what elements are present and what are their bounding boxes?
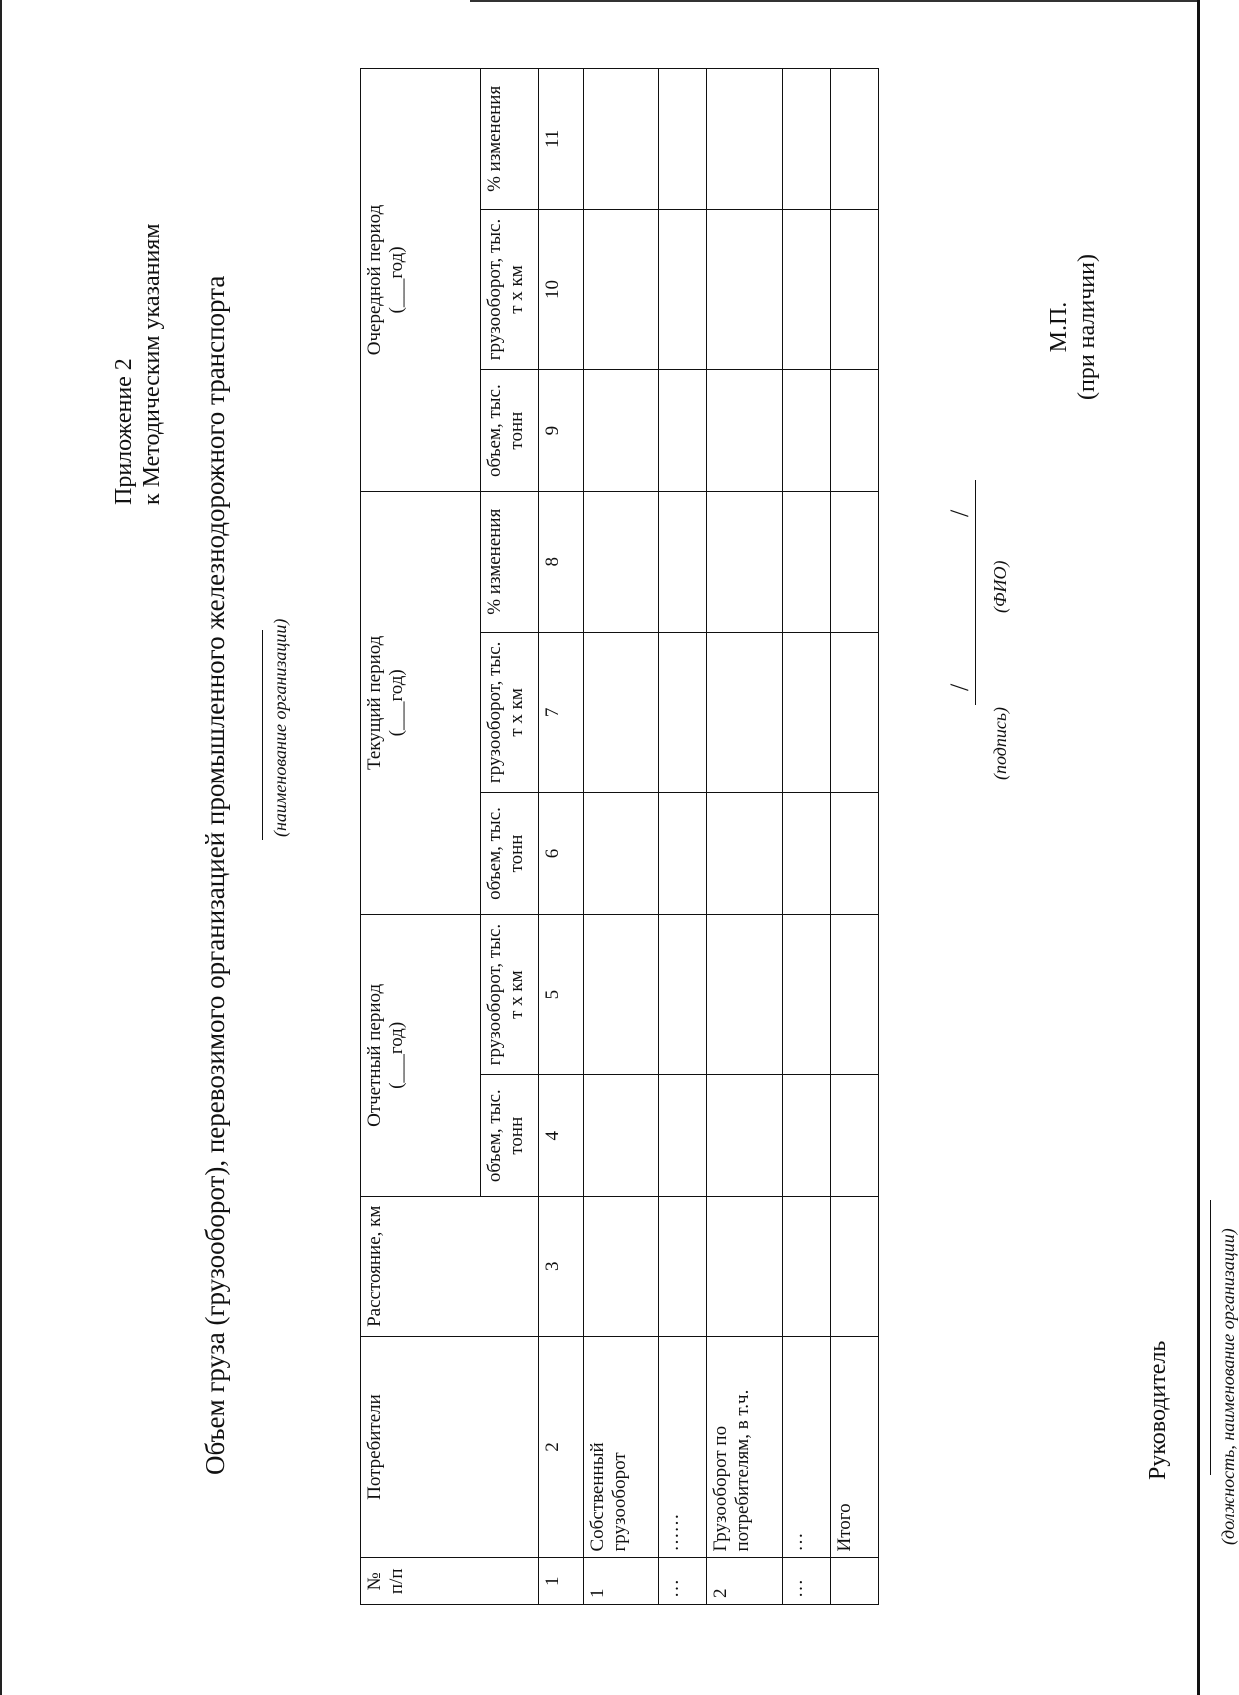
row-num: 2 [707,1558,783,1605]
organization-name-caption: (наименование организации) [270,618,290,837]
column-number: 11 [539,69,584,210]
row-consumer: Грузооборот по потребителям, в т.ч. [707,1336,783,1558]
empty-cell [831,1075,879,1197]
header-consumers: Потребители [361,1336,539,1558]
header-distance: Расстояние, км [361,1196,539,1336]
empty-cell [659,370,707,492]
current-period-label: Текущий период [364,635,385,771]
column-number: 1 [539,1558,584,1605]
header-volume-reporting: объем, тыс. тонн [481,1075,539,1197]
empty-cell [584,370,659,492]
appendix-note [110,223,166,505]
empty-cell [659,69,707,210]
column-number: 2 [539,1336,584,1558]
empty-cell [659,209,707,370]
empty-cell [783,1075,831,1197]
table-row [783,69,831,1605]
header-current-period [361,491,481,914]
empty-cell [831,914,879,1075]
empty-cell [707,1196,783,1336]
empty-cell [659,632,707,793]
signature-caption: (подпись) [990,706,1010,780]
header-turnover-reporting: грузооборот, тыс. т х км [481,914,539,1075]
stamp-label: М.П. [1046,301,1072,353]
column-number: 4 [539,1075,584,1197]
empty-cell [783,632,831,793]
next-period-label: Очередной период [364,204,385,356]
empty-cell [831,69,879,210]
header-turnover-current: грузооборот, тыс. т х км [481,632,539,793]
row-num: … [783,1558,831,1605]
reporting-period-label: Отчетный период [364,983,385,1127]
empty-cell [831,491,879,632]
table-row [584,69,659,1605]
table-row [707,69,783,1605]
header-next-period [361,69,481,492]
signature-slash-2: / [945,509,974,517]
empty-cell [831,793,879,915]
fio-line [975,515,976,670]
table-row [659,69,707,1605]
column-number: 3 [539,1196,584,1336]
row-consumer: Собственный грузооборот [584,1336,659,1558]
header-volume-current: объем, тыс. тонн [481,793,539,915]
appendix-line-1: Приложение 2 [111,358,137,505]
empty-cell [783,1196,831,1336]
header-turnover-next: грузооборот, тыс. т х км [481,209,539,370]
header-reporting-period [361,914,481,1196]
table-row [831,69,879,1605]
position-line [1210,1200,1211,1475]
row-num [831,1558,879,1605]
next-period-year: (___год) [386,246,407,314]
empty-cell [783,370,831,492]
column-number: 6 [539,793,584,915]
row-num: … [659,1558,707,1605]
column-number: 9 [539,370,584,492]
empty-cell [831,1196,879,1336]
empty-cell [831,370,879,492]
empty-cell [783,914,831,1075]
header-percent-current: % изменения [481,491,539,632]
empty-cell [783,491,831,632]
column-number: 10 [539,209,584,370]
current-period-year: (___год) [386,669,407,737]
header-volume-next: объем, тыс. тонн [481,370,539,492]
header-num: № п/п [361,1558,539,1605]
empty-cell [707,370,783,492]
row-consumer: … [783,1336,831,1558]
empty-cell [707,793,783,915]
empty-cell [584,1196,659,1336]
stamp-place [1045,254,1101,400]
empty-cell [584,69,659,210]
organization-name-line [262,630,263,840]
head-label: Руководитель [1145,1340,1171,1480]
empty-cell [707,632,783,793]
empty-cell [783,69,831,210]
empty-cell [659,793,707,915]
column-number-row [539,69,584,1605]
empty-cell [584,793,659,915]
row-consumer: Итого [831,1336,879,1558]
empty-cell [831,209,879,370]
row-consumer: …… [659,1336,707,1558]
empty-cell [584,914,659,1075]
empty-cell [659,914,707,1075]
empty-cell [659,1075,707,1197]
signature-slash-1: / [945,683,974,691]
header-percent-next: % изменения [481,69,539,210]
empty-cell [783,209,831,370]
empty-cell [584,1075,659,1197]
empty-cell [707,914,783,1075]
column-number: 7 [539,632,584,793]
empty-cell [584,491,659,632]
empty-cell [707,1075,783,1197]
row-num: 1 [584,1558,659,1605]
stamp-note: (при наличии) [1074,254,1100,400]
column-number: 5 [539,914,584,1075]
reporting-period-year: (___год) [386,1021,407,1089]
column-number: 8 [539,491,584,632]
empty-cell [831,632,879,793]
cargo-volume-table [360,68,879,1605]
empty-cell [707,209,783,370]
fio-caption: (ФИО) [990,560,1010,613]
document-title: Объем груза (грузооборот), перевозимого организацией промышленного железнодорожного транспорта [200,275,230,1475]
appendix-line-2: к Методическим указаниям [139,223,165,505]
position-caption: (должность, наименование организации) [1218,1228,1238,1545]
empty-cell [659,1196,707,1336]
empty-cell [659,491,707,632]
empty-cell [584,209,659,370]
empty-cell [707,69,783,210]
empty-cell [783,793,831,915]
empty-cell [584,632,659,793]
empty-cell [707,491,783,632]
